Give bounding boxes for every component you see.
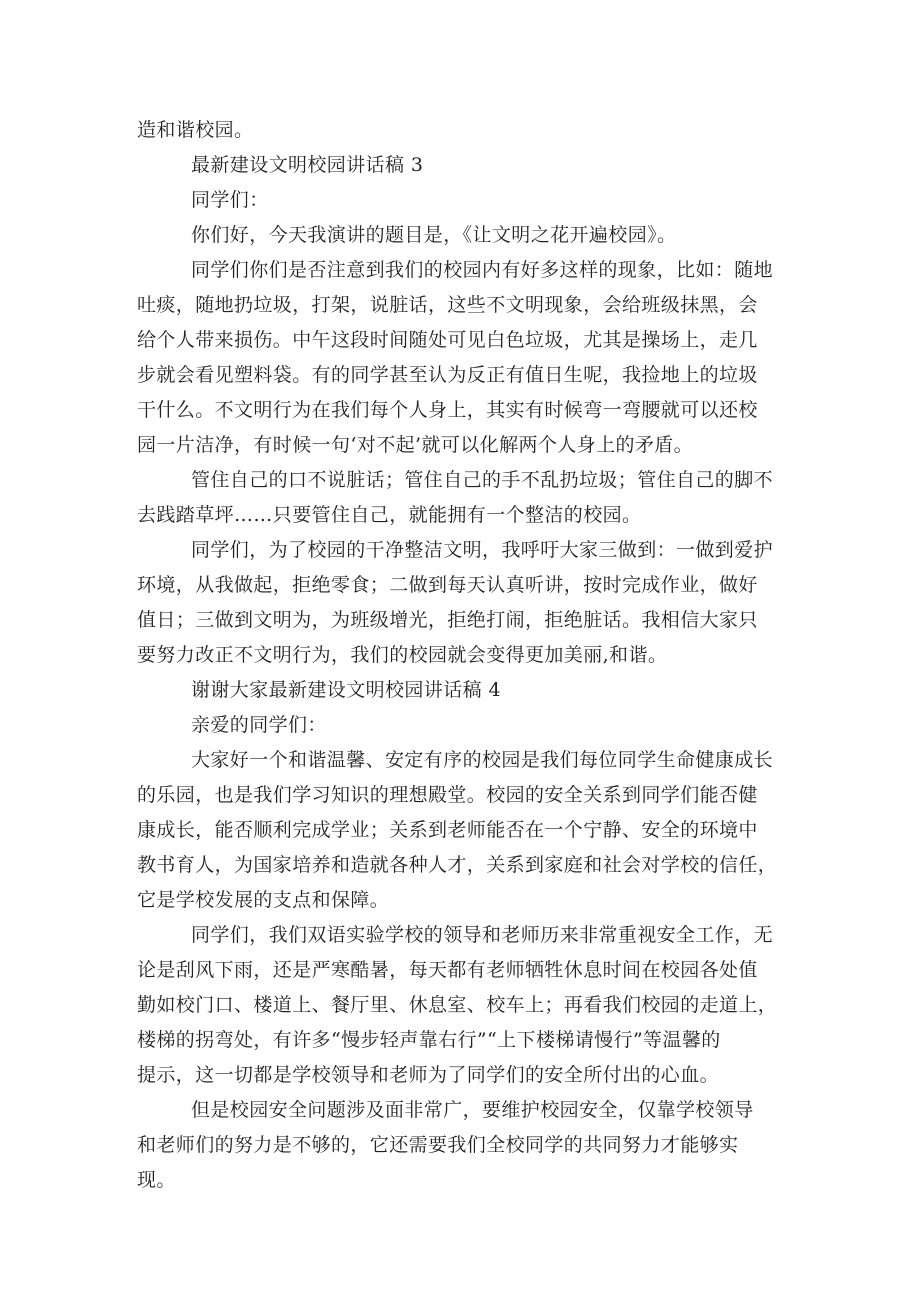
text-line: 的乐园，也是我们学习知识的理想殿堂。校园的安全关系到同学们能否健 [137,784,758,806]
section-heading: 谢谢大家最新建设文明校园讲话稿 4 [191,679,501,701]
text-line: 去践踏草坪……只要管住自己，就能拥有一个整洁的校园。 [137,504,642,526]
salutation: 同学们： [191,189,269,211]
salutation: 亲爱的同学们： [191,714,327,736]
text-line: 吐痰，随地扔垃圾，打架，说脏话，这些不文明现象，会给班级抹黑，会 [137,294,758,316]
section-heading: 最新建设文明校园讲话稿 3 [191,154,424,176]
text-line: 大家好一个和谐温馨、安定有序的校园是我们每位同学生命健康成长 [191,749,774,771]
text-line: 和老师们的努力是不够的，它还需要我们全校同学的共同努力才能够实 [137,1134,739,1156]
text-line: 你们好，今天我演讲的题目是，《让文明之花开遍校园》。 [191,224,677,246]
text-line: 它是学校发展的支点和保障。 [137,889,390,911]
text-line: 现。 [137,1169,176,1191]
text-line: 同学们，为了校园的干净整洁文明，我呼吁大家三做到：一做到爱护 [191,539,774,561]
text-line: 要努力改正不文明行为，我们的校园就会变得更加美丽,和谐。 [137,644,668,666]
text-line: 值日；三做到文明为，为班级增光，拒绝打闹，拒绝脏话。我相信大家只 [137,609,758,631]
text-line: 教书育人，为国家培养和造就各种人才，关系到家庭和社会对学校的信任， [137,854,778,876]
text-line: 同学们，我们双语实验学校的领导和老师历来非常重视安全工作，无 [191,924,774,946]
text-line: 提示，这一切都是学校领导和老师为了同学们的安全所付出的心血。 [137,1064,720,1086]
text-line: 给个人带来损伤。中午这段时间随处可见白色垃圾，尤其是操场上，走几 [137,329,758,351]
text-line: 康成长，能否顺利完成学业；关系到老师能否在一个宁静、安全的环境中 [137,819,758,841]
text-line: 楼梯的拐弯处，有许多“慢步轻声靠右行”“上下楼梯请慢行”等温馨的 [137,1029,721,1051]
text-line: 干什么。不文明行为在我们每个人身上，其实有时候弯一弯腰就可以还校 [137,399,758,421]
text-line: 管住自己的口不说脏话；管住自己的手不乱扔垃圾；管住自己的脚不 [191,469,774,491]
text-line: 造和谐校园。 [137,119,254,141]
text-line: 环境，从我做起，拒绝零食；二做到每天认真听讲，按时完成作业，做好 [137,574,758,596]
text-line: 但是校园安全问题涉及面非常广，要维护校园安全，仅靠学校领导 [191,1099,754,1121]
text-line: 论是刮风下雨，还是严寒酷暑，每天都有老师牺牲休息时间在校园各处值 [137,959,758,981]
text-line: 步就会看见塑料袋。有的同学甚至认为反正有值日生呢，我捡地上的垃圾 [137,364,758,386]
text-line: 同学们你们是否注意到我们的校园内有好多这样的现象，比如：随地 [191,259,774,281]
text-line: 园一片洁净，有时候一句‘对不起’就可以化解两个人身上的矛盾。 [137,434,694,456]
text-line: 勤如校门口、楼道上、餐厅里、休息室、校车上；再看我们校园的走道上， [137,994,778,1016]
